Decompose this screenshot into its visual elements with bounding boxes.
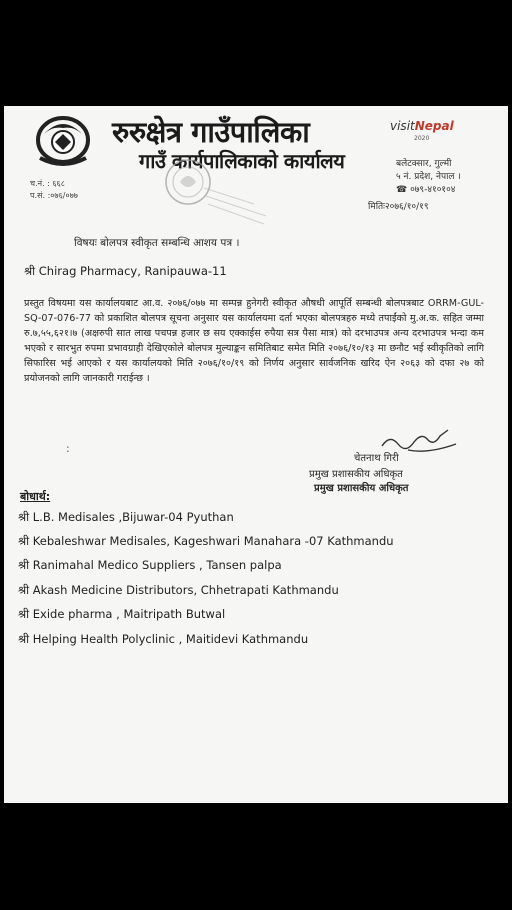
cc-item: श्री Exide pharma , Maitripath Butwal — [18, 607, 226, 621]
signatory-title: प्रमुख प्रशासकीय अधिकृत — [309, 469, 403, 480]
visit-prefix: visit — [390, 119, 415, 133]
reference-number: च.नं. : ६६८ — [30, 179, 65, 188]
visit-year: 2020 — [414, 135, 430, 142]
signatory-name: चेतनाथ गिरी — [354, 453, 399, 464]
office-name: गाउँ कार्यपालिकाको कार्यालय — [139, 149, 345, 173]
address-line-1: बलेटक्सार, गुल्मी — [396, 159, 452, 169]
municipality-emblem-icon — [34, 114, 92, 168]
signatory-stamp: प्रमुख प्रशासकीय अधिकृत — [314, 483, 409, 494]
cc-item: श्री Kebaleshwar Medisales, Kageshwari Manahara -07 Kathmandu — [18, 534, 394, 548]
cc-item: श्री Akash Medicine Distributors, Chhetrapati Kathmandu — [18, 583, 339, 597]
cc-item: श्री L.B. Medisales ,Bijuwar-04 Pyuthan — [18, 510, 234, 524]
cc-item: श्री Helping Health Polyclinic , Maitidevi Kathmandu — [18, 632, 309, 646]
letter-date: मितिः२०७६/१०/१९ — [368, 202, 429, 212]
letter-subject: विषयः बोलपत्र स्वीकृत सम्बन्धि आशय पत्र । — [74, 237, 240, 249]
visit-nepal-logo — [390, 119, 454, 133]
cc-title: बोधार्थ: — [20, 490, 51, 503]
letter-page — [4, 106, 508, 803]
organization-name: रुरुक्षेत्र गाउँपालिका — [112, 115, 310, 149]
fiscal-year: प.सं. :०७६/०७७ — [30, 191, 78, 200]
letter-recipient: श्री Chirag Pharmacy, Ranipauwa-11 — [24, 264, 227, 278]
cc-item: श्री Ranimahal Medico Suppliers , Tansen palpa — [18, 558, 282, 572]
office-stamp-icon — [136, 146, 276, 236]
phone-number: ☎ ०७९-४१०१०४ — [396, 185, 456, 195]
address-line-2: ५ नं. प्रदेश, नेपाल । — [396, 172, 461, 182]
letter-body: प्रस्तुत विषयमा यस कार्यालयबाट आ.व. २०७६/०७७ मा सम्पन्न हुनेगरी स्वीकृत औषधी आपूर्ति सम्बन्धी बोलपत्रबाट ORRM-GUL-SQ-07-076-77 को प्रकाशित बोलपत्र सूचना अनुसार यस कार्यालयमा दर्ता भएका बोलपत्रहरु मध्ये तपाईंको मु.अ.क. सहित जम्मा रु.७,५५,६२१।७ (अक्षरुपी सात लाख पचपन्न हजार छ सय एक्काईस रुपैया सत्र पैसा मात्र) को दरभाउपत्र अन्य दरभाउपत्र भन्दा कम भएको र सारभुत रुपमा प्रभावग्राही देखिएकोले बोलपत्र मुल्याङ्कन समितिबाट समेत मिति २०७६/१०/१३ मा छनौट भई स्वीकृतिको लागि सिफारिस भई आएको र यस कार्यालयको मिति २०७६/१०/१९ को निर्णय अनुसार सार्वजनिक खरिद ऐन २०६३ को दफा २७ को प्रयोजनको लागि जानकारी गराईन्छ । — [24, 298, 484, 384]
visit-brand: Nepal — [414, 119, 454, 133]
margin-mark: : — [66, 442, 70, 455]
